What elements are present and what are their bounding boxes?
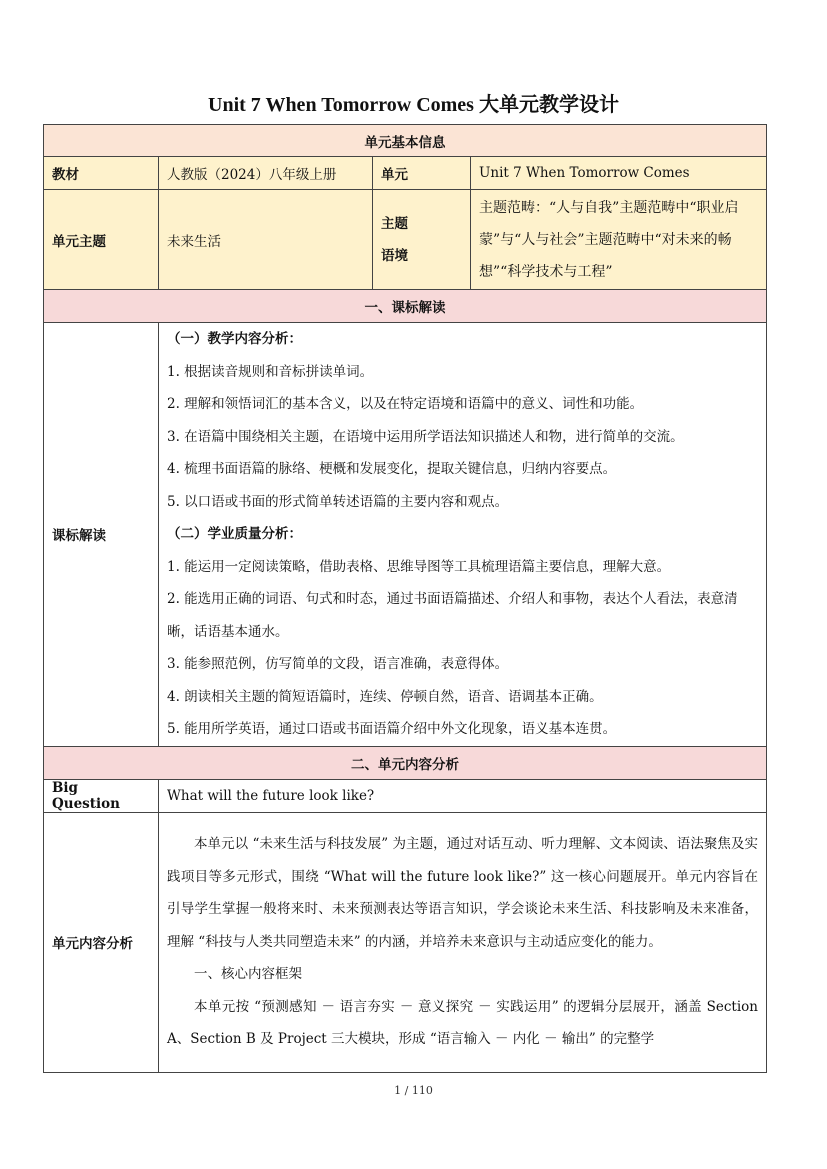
context-label-line: 语境 — [381, 247, 408, 264]
textbook-value: 人教版（2024）八年级上册 — [159, 157, 373, 190]
list-item: 4. 朗读相关主题的简短语篇时，连续、停顿自然，语音、语调基本正确。 — [167, 688, 603, 705]
context-value: 主题范畴：“人与自我”主题范畴中“职业启蒙”与“人与社会”主题范畴中“对未来的畅想”“科学技术与工程” — [471, 190, 767, 290]
paragraph: 本单元按 “预测感知 － 语言夯实 － 意义探究 － 实践运用” 的逻辑分层展开，涵盖 Section A、Section B 及 Project 三大模块，形成 “语言输入 － 内化 － 输出” 的完整学 — [167, 998, 758, 1048]
context-label — [373, 190, 471, 290]
standards-content — [159, 323, 767, 747]
big-question-label: Big Question — [44, 779, 159, 812]
list-item: 3. 在语篇中围绕相关主题，在语境中运用所学语法知识描述人和物，进行简单的交流。 — [167, 428, 684, 445]
page-number: 1 / 110 — [394, 1084, 433, 1097]
textbook-label: 教材 — [44, 157, 159, 190]
content-analysis-label: 单元内容分析 — [44, 812, 159, 1072]
theme-value: 未来生活 — [159, 190, 373, 290]
list-item: 1. 根据读音规则和音标拼读单词。 — [167, 363, 374, 380]
list-item: 2. 能选用正确的词语、句式和时态，通过书面语篇描述、介绍人和事物，表达个人看法，表意清晰，话语基本通水。 — [167, 591, 738, 640]
basic-info-header: 单元基本信息 — [44, 125, 767, 157]
paragraph: 一、核心内容框架 — [194, 966, 302, 983]
list-item: 5. 能用所学英语，通过口语或书面语篇介绍中外文化现象，语义基本连贯。 — [167, 721, 617, 737]
standards-header: 一、课标解读 — [44, 290, 767, 323]
theme-label: 单元主题 — [44, 190, 159, 290]
unit-label: 单元 — [373, 157, 471, 190]
list-item: 5. 以口语或书面的形式简单转述语篇的主要内容和观点。 — [167, 493, 509, 510]
paragraph: 本单元以 “未来生活与科技发展” 为主题，通过对话互动、听力理解、文本阅读、语法聚焦及实践项目等多元形式，围绕 “What will the future look like?” 这一核心问题展开。单元内容旨在引导学生掌握一般将来时、未来预测表达等语言知识，学会谈论未来生活、科技影响及未来准备，理解 “科技与人类共同塑造未来” 的内涵，并培养未来意识与主动适应变化的能力。 — [167, 836, 758, 950]
unit-design-table — [43, 124, 767, 1073]
content-header: 二、单元内容分析 — [44, 746, 767, 779]
unit-value: Unit 7 When Tomorrow Comes — [471, 157, 767, 190]
page-title: Unit 7 When Tomorrow Comes 大单元教学设计 — [208, 94, 619, 116]
list-item: 3. 能参照范例，仿写简单的文段，语言准确，表意得体。 — [167, 656, 509, 672]
part2-title: （二）学业质量分析： — [167, 526, 302, 542]
list-item: 1. 能运用一定阅读策略，借助表格、思维导图等工具梳理语篇主要信息，理解大意。 — [167, 558, 671, 575]
part1-title: （一）教学内容分析： — [167, 331, 302, 347]
content-analysis-body — [159, 812, 767, 1072]
list-item: 4. 梳理书面语篇的脉络、梗概和发展变化，提取关键信息，归纳内容要点。 — [167, 461, 617, 477]
big-question-value: What will the future look like? — [159, 779, 767, 812]
context-label-line: 主题 — [381, 215, 408, 232]
standards-label: 课标解读 — [44, 323, 159, 747]
list-item: 2. 理解和领悟词汇的基本含义，以及在特定语境和语篇中的意义、词性和功能。 — [167, 396, 644, 412]
